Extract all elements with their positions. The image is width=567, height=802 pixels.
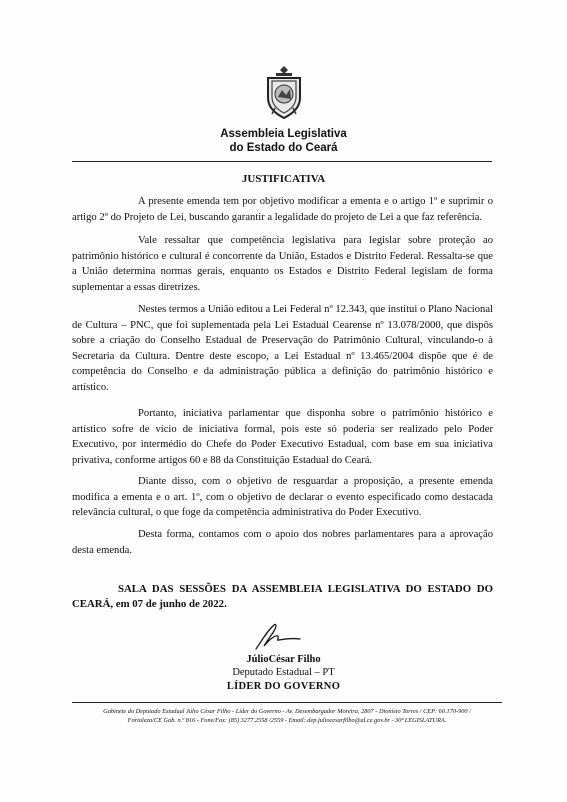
- document-title: JUSTIFICATIVA: [241, 173, 326, 185]
- footer-divider: [72, 702, 502, 703]
- paragraph-1: A presente emenda tem por objetivo modificar a ementa e o artigo 1º e suprimir o artigo 2º do Projeto de Lei, buscando garantir a legalidade do projeto de Lei a que faz referência.: [72, 196, 493, 223]
- signer-name: JúlioCésar Filho: [246, 654, 321, 665]
- signature-mark: [248, 622, 308, 652]
- paragraph-4: Portanto, iniciativa parlamentar que disponha sobre o patrimônio histórico e artístico sofre de vício de iniciativa formal, pois este só poderia ser realizado pelo Poder Executivo, por intermédio do Chefe do Poder Executivo Estadual, com base em sua iniciativa privativa, conforme artigos 60 e 88 da Constituição Estadual do Ceará.: [72, 408, 493, 466]
- paragraph-5: Diante disso, com o objetivo de resguardar a proposição, a presente emenda modifica a ementa e o art. 1º, com o objetivo de declarar o evento especificado como destacada relevância cultural, o que foge da competência administrativa do Poder Executivo.: [72, 476, 493, 519]
- institution-name: Assembleia Legislativa: [220, 128, 347, 140]
- footer-address-line-2: Fortaleza/CE Gab. n.º 816 - Fone/Fax: (85) 3277.2558 /2559 - Email: dep.juliocesarfilho@al.ce.gov.br - 30ª LEGISLATURA.: [127, 717, 447, 724]
- coat-of-arms-icon: [262, 64, 306, 120]
- paragraph-3: Nestes termos a União editou a Lei Federal nº 12.343, que institui o Plano Nacional de Cultura – PNC, que foi suplementada pela Lei Estadual Cearense nº 13.078/2000, que dispôs sobre a criação do Conselho Estadual de Preservação do Patrimônio Cultural, vinculando-o à Secretaria da Cultura. Dentre deste escopo, a Lei Estadual nº 13.465/2004 dispõe que é de competência do Conselho e da administração pública a definição do patrimônio histórico e artístico.: [72, 304, 493, 393]
- session-date-line: SALA DAS SESSÕES DA ASSEMBLEIA LEGISLATIVA DO ESTADO DO CEARÁ, em 07 de junho de 2022.: [72, 583, 493, 610]
- institution-subtitle: do Estado do Ceará: [229, 142, 338, 154]
- header-divider: [72, 161, 492, 162]
- footer-address-line-1: Gabinete do Deputado Estadual Júlio César Filho - Líder do Governo - Av. Desembargador Moreira, 2807 - Dionísio Torres / CEP: 60.170-900 /: [103, 708, 471, 715]
- paragraph-2: Vale ressaltar que competência legislativa para legislar sobre proteção ao patrimônio histórico e cultural é concorrente da União, Estados e Distrito Federal. Ressalta-se que a União determina normas gerais, enquanto os Estados e Distrito Federal legislam de forma suplementar a essas diretrizes.: [72, 235, 493, 293]
- signer-position: LÍDER DO GOVERNO: [226, 681, 341, 692]
- signer-role: Deputado Estadual – PT: [232, 667, 335, 678]
- paragraph-6: Desta forma, contamos com o apoio dos nobres parlamentares para a aprovação desta emenda.: [72, 529, 493, 556]
